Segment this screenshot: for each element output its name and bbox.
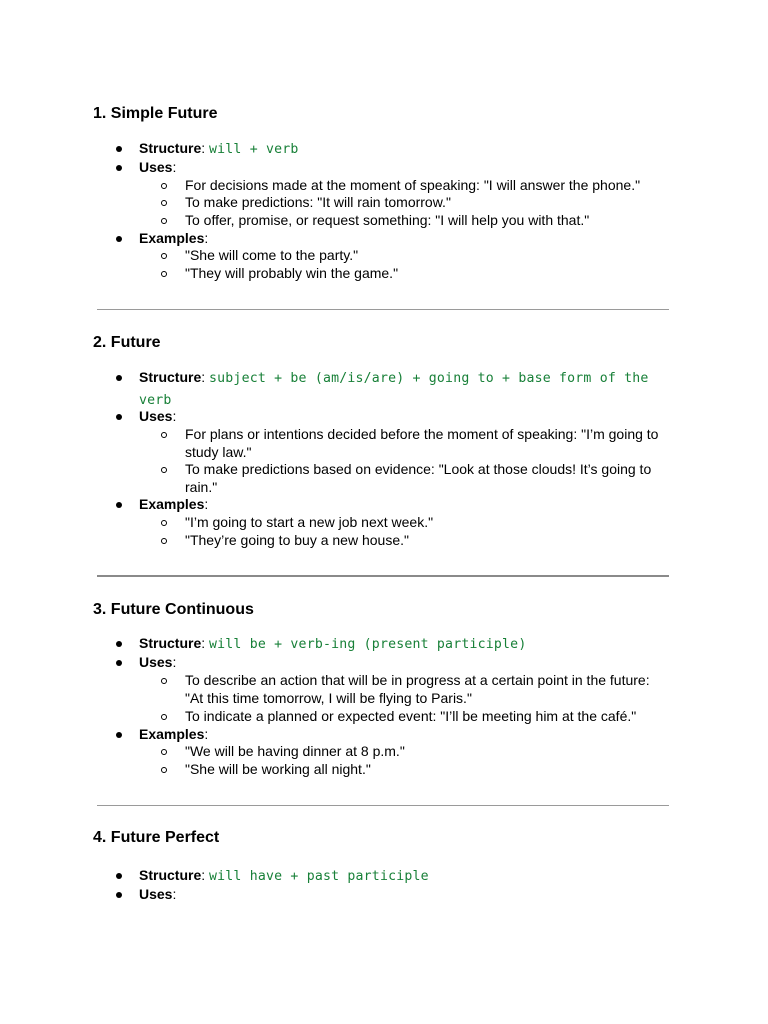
horizontal-rule — [97, 805, 669, 806]
use-text: To describe an action that will be in progress at a certain point in the future: "At this time tomorrow, I will be flying to Paris." — [185, 672, 650, 706]
bullet-circle — [161, 253, 167, 259]
examples-item — [139, 726, 208, 744]
bullet-disc — [116, 236, 122, 242]
bullet-disc — [116, 146, 122, 152]
colon: : — [172, 159, 177, 175]
bullet-circle — [161, 432, 167, 438]
uses-label: Uses — [139, 159, 173, 175]
section-heading-simple-future: 1. Simple Future — [93, 105, 218, 122]
uses-label: Uses — [139, 654, 173, 670]
bullet-disc — [116, 892, 122, 898]
structure-code: will + verb — [209, 142, 299, 157]
structure-label: Structure — [139, 635, 202, 651]
structure-code: subject + be (am/is/are) + going to + base form of the verb — [139, 371, 649, 408]
bullet-circle — [161, 467, 167, 473]
colon: : — [201, 369, 206, 385]
uses-item — [139, 408, 176, 426]
section-heading-future: 2. Future — [93, 334, 161, 351]
uses-item — [139, 159, 176, 177]
example-text: "They will probably win the game." — [185, 265, 399, 281]
section-heading-future-continuous: 3. Future Continuous — [93, 601, 254, 618]
bullet-circle — [161, 538, 167, 544]
colon: : — [201, 867, 206, 883]
bullet-circle — [161, 271, 167, 277]
colon: : — [172, 886, 177, 902]
example-text: "She will come to the party." — [185, 247, 359, 263]
structure-item — [139, 635, 526, 654]
example-text: "She will be working all night." — [185, 761, 371, 777]
example-text: "I’m going to start a new job next week." — [185, 514, 434, 530]
structure-label: Structure — [139, 369, 202, 385]
uses-label: Uses — [139, 886, 173, 902]
use-text: For plans or intentions decided before the moment of speaking: "I’m going to study law." — [185, 426, 659, 460]
colon: : — [201, 635, 206, 651]
bullet-disc — [116, 414, 122, 420]
use-text: To indicate a planned or expected event: "I’ll be meeting him at the café." — [185, 708, 637, 724]
horizontal-rule — [97, 575, 669, 577]
use-text: To make predictions based on evidence: "Look at those clouds! It’s going to rain." — [185, 461, 652, 495]
colon: : — [204, 496, 209, 512]
bullet-circle — [161, 218, 167, 224]
bullet-circle — [161, 520, 167, 526]
uses-item — [139, 886, 176, 904]
example-text: "We will be having dinner at 8 p.m." — [185, 743, 405, 759]
bullet-circle — [161, 749, 167, 755]
examples-item — [139, 230, 208, 248]
uses-label: Uses — [139, 408, 173, 424]
structure-item — [139, 140, 299, 159]
structure-code: will have + past participle — [209, 869, 429, 884]
structure-item — [139, 367, 674, 411]
bullet-disc — [116, 873, 122, 879]
bullet-circle — [161, 767, 167, 773]
use-text: To make predictions: "It will rain tomorrow." — [185, 194, 451, 210]
bullet-circle — [161, 183, 167, 189]
use-text: For decisions made at the moment of speaking: "I will answer the phone." — [185, 177, 641, 193]
bullet-disc — [116, 375, 122, 381]
colon: : — [172, 654, 177, 670]
structure-label: Structure — [139, 867, 202, 883]
horizontal-rule — [97, 309, 669, 310]
bullet-disc — [116, 165, 122, 171]
uses-item — [139, 654, 176, 672]
bullet-circle — [161, 678, 167, 684]
colon: : — [204, 726, 209, 742]
examples-label: Examples — [139, 496, 205, 512]
structure-label: Structure — [139, 140, 202, 156]
structure-item — [139, 867, 429, 886]
structure-code: will be + verb-ing (present participle) — [209, 637, 527, 652]
bullet-disc — [116, 732, 122, 738]
section-heading-future-perfect: 4. Future Perfect — [93, 829, 220, 846]
bullet-disc — [116, 660, 122, 666]
example-text: "They’re going to buy a new house." — [185, 532, 409, 548]
use-text: To offer, promise, or request something: "I will help you with that." — [185, 212, 590, 228]
colon: : — [201, 140, 206, 156]
examples-label: Examples — [139, 726, 205, 742]
bullet-circle — [161, 200, 167, 206]
examples-item — [139, 496, 208, 514]
bullet-disc — [116, 502, 122, 508]
bullet-disc — [116, 641, 122, 647]
bullet-circle — [161, 714, 167, 720]
examples-label: Examples — [139, 230, 205, 246]
colon: : — [204, 230, 209, 246]
colon: : — [172, 408, 177, 424]
